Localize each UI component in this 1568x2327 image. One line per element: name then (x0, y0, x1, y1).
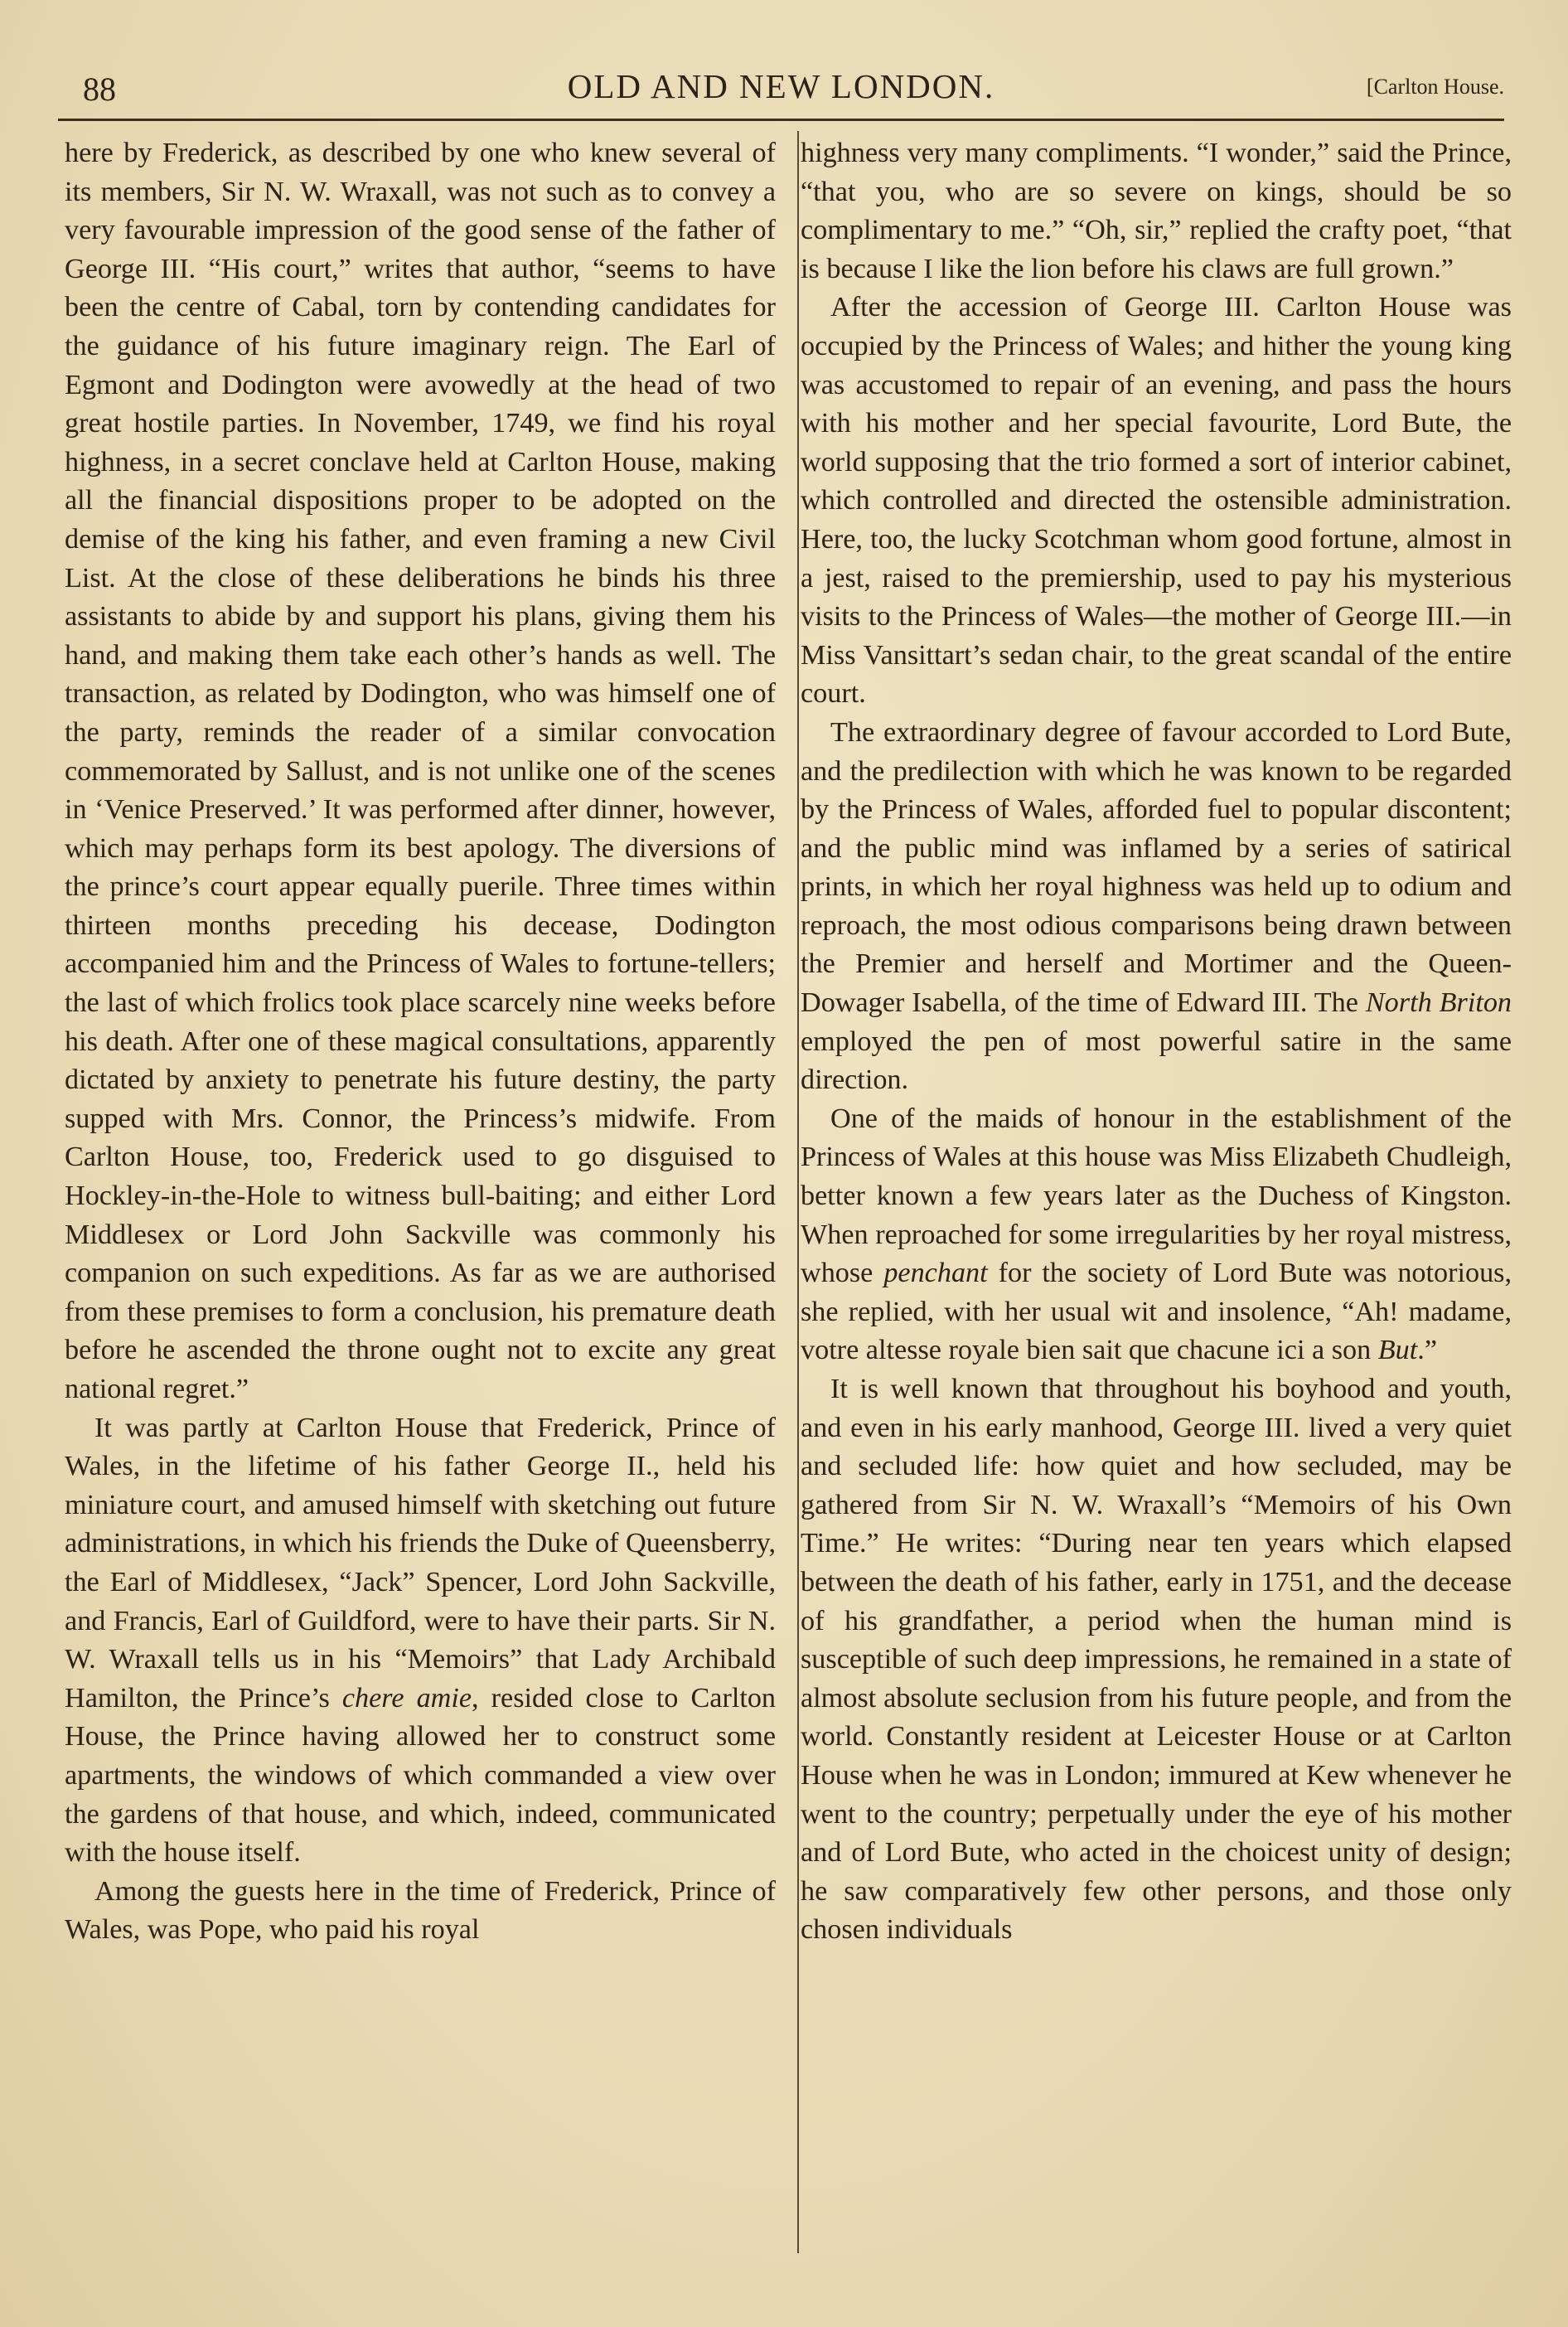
italic-phrase: But (1377, 1335, 1418, 1366)
right-paragraph-2: After the accession of George III. Carlton House was occupied by the Princess of Wales; and hither the young king was accustomed to repair of an evening, and pass the hours with his mother and her special favourite, Lord Bute, the world supposing that the trio formed a sort of interior cabinet, which controlled and directed the ostensible administration. Here, too, the lucky Scotchman whom good fortune, almost in a jest, raised to the premiership, used to pay his mysterious visits to the Princess of Wales—the mother of George III.—in Miss Vansittart’s sedan chair, to the great scandal of the entire court. (801, 292, 1512, 710)
page-header (58, 65, 1504, 114)
italic-phrase: penchant (883, 1258, 988, 1289)
italic-phrase: North Briton (1365, 987, 1512, 1019)
page-number: 88 (83, 70, 116, 108)
right-paragraph-1: highness very many compliments. “I wonder,” said the Prince, “that you, who are so severe on kings, should be so complimentary to me.” “Oh, sir,” replied the crafty poet, “that is because I like the lion before his claws are full grown.” (801, 138, 1512, 284)
text-run: , resided close to Carlton House, the Prince having allowed her to construct some apartments, the windows of which commanded a view over the gardens of that house, and which, indeed, communicated with the house itself. (65, 1682, 777, 1869)
italic-phrase: chere amie (341, 1682, 472, 1714)
left-paragraph-1: here by Frederick, as described by one who knew several of its members, Sir N. W. Wraxall, was not such as to convey a very favourable impression of the good sense of the father of George III. “His court,” writes that author, “seems to have been the centre of Cabal, torn by contending candidates for the guidance of his future imaginary reign. The Earl of Egmont and Dodington were avowedly at the head of two great hostile parties. In November, 1749, we find his royal highness, in a secret conclave held at Carlton House, making all the financial dispositions proper to be adopted on the demise of the king his father, and even framing a new Civil List. At the close of these deliberations he binds his three assistants to abide by and support his plans, giving them his hand, and making them take each other’s hands as well. The transaction, as related by Dodington, who was himself one of the party, reminds the reader of a similar convocation commemorated by Sallust, and is not unlike one of the scenes in ‘Venice Preserved.’ It was performed after dinner, however, which may perhaps form its best apology. The diversions of the prince’s court appear equally puerile. Three times within thirteen months preceding his decease, Dodington accompanied him and the Princess of Wales to fortune-tellers; the last of which frolics took place scarcely nine weeks before his death. After one of these magical consultations, apparently dictated by anxiety to penetrate his future destiny, the party supped with Mrs. Connor, the Princess’s midwife. From Carlton House, too, Frederick used to go disguised to Hockley-in-the-Hole to witness bull-baiting; and either Lord Middlesex or Lord John Sackville was commonly his companion on such expeditions. As far as we are authorised from these premises to form a conclusion, his premature death before he ascended the throne ought not to excite any great national regret.” (65, 138, 776, 1404)
header-rule (58, 119, 1504, 121)
text-run: One of the maids of honour in the establishment of the Princess of Wales at this house was Miss Elizabeth Chudleigh, better known a few years later as the Duchess of Kingston. When reproached for some irregularities by her royal mistress, whose (801, 1103, 1512, 1289)
right-paragraph-4 (801, 1100, 1512, 1370)
left-paragraph-2 (65, 1409, 776, 1873)
right-paragraph-3 (801, 714, 1512, 1100)
section-tag: [Carlton House. (1366, 75, 1504, 99)
text-run: The extraordinary degree of favour accorded to Lord Bute, and the predilection with which he was known to be regarded by the Princess of Wales, afforded fuel to popular discontent; and the public mind was inflamed by a series of satirical prints, in which her royal highness was held up to odium and reproach, the most odious comparisons being drawn between the Premier and herself and Mortimer and the Queen-Dowager Isabella, of the time of Edward III. The (801, 716, 1512, 1019)
running-title: OLD AND NEW LONDON. (567, 67, 995, 105)
right-column (801, 134, 1512, 2257)
right-paragraph-5: It is well known that throughout his boyhood and youth, and even in his early manhood, George III. lived a very quiet and secluded life: how quiet and how secluded, may be gathered from Sir N. W. Wraxall’s “Memoirs of his Own Time.” He writes: “During near ten years which elapsed between the death of his father, early in 1751, and the decease of his grandfather, a period when the human mind is susceptible of such deep impressions, he remained in a state of almost absolute seclusion from his future people, and from the world. Constantly resident at Leicester House or at Carlton House when he was in London; immured at Kew whenever he went to the country; perpetually under the eye of his mother and of Lord Bute, who acted in the choicest unity of design; he saw comparatively few other persons, and those only chosen individuals (801, 1374, 1512, 1946)
column-divider (797, 131, 799, 2253)
text-run: employed the pen of most powerful satire in the same direction. (801, 1025, 1512, 1096)
left-paragraph-3: Among the guests here in the time of Frederick, Prince of Wales, was Pope, who paid his royal (65, 1875, 776, 1946)
left-column (65, 134, 776, 2257)
text-run: It was partly at Carlton House that Frederick, Prince of Wales, in the lifetime of his father George II., held his miniature court, and amused himself with sketching out future administrations, in which his friends the Duke of Queensberry, the Earl of Middlesex, “Jack” Spencer, Lord John Sackville, and Francis, Earl of Guildford, were to have their parts. Sir N. W. Wraxall tells us in his “Memoirs” that Lady Archibald Hamilton, the Prince’s (65, 1412, 776, 1714)
text-run: .” (1417, 1335, 1437, 1366)
text-run: for the society of Lord Bute was notorious, she replied, with her usual wit and insolence, “Ah! madame, votre altesse royale bien sait que chacune ici a son (801, 1258, 1512, 1366)
